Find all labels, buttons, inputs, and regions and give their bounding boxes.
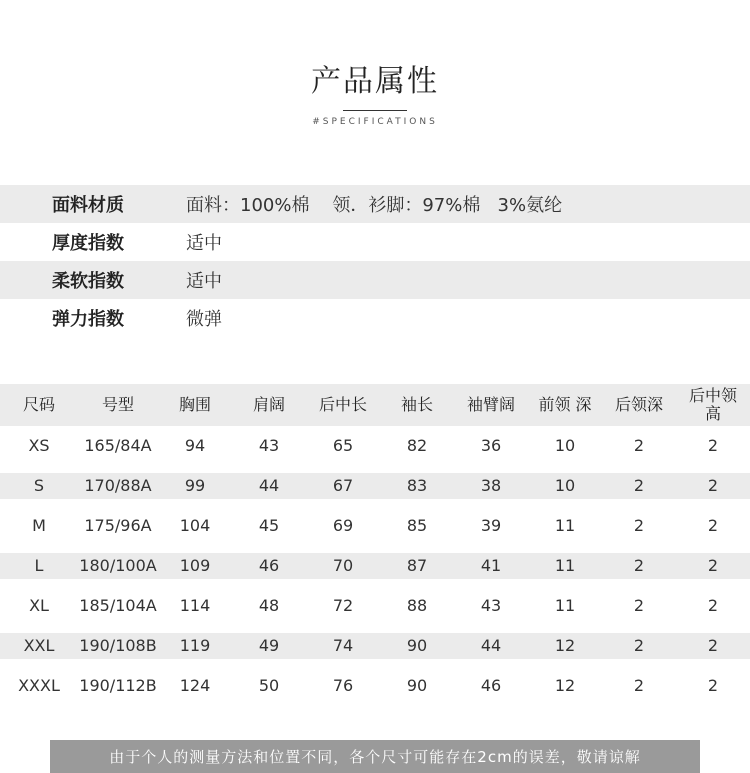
table-cell: 2 bbox=[633, 436, 645, 455]
title-underline bbox=[343, 110, 407, 111]
table-cell: 12 bbox=[554, 636, 576, 655]
table-cell: 85 bbox=[406, 516, 428, 535]
attribute-label: 厚度指数 bbox=[52, 233, 124, 254]
attribute-row-softness bbox=[0, 261, 750, 299]
table-cell: 10 bbox=[554, 476, 576, 495]
table-cell: 46 bbox=[480, 676, 502, 695]
header-cell: 肩阔 bbox=[252, 395, 285, 414]
size-table-body bbox=[0, 426, 750, 706]
table-row bbox=[0, 666, 750, 706]
table-cell: XXL bbox=[23, 636, 55, 655]
table-cell: 38 bbox=[480, 476, 502, 495]
table-cell: 67 bbox=[332, 476, 354, 495]
table-cell: 12 bbox=[554, 676, 576, 695]
table-cell: 83 bbox=[406, 476, 428, 495]
table-cell: 109 bbox=[179, 556, 211, 575]
table-cell: 76 bbox=[332, 676, 354, 695]
table-cell: 41 bbox=[480, 556, 502, 575]
size-table bbox=[0, 384, 750, 706]
table-row bbox=[0, 633, 750, 659]
attribute-row-thickness bbox=[0, 223, 750, 261]
header-cell: 后中领高 bbox=[688, 386, 737, 423]
table-cell: 2 bbox=[633, 676, 645, 695]
table-cell: 36 bbox=[480, 436, 502, 455]
table-cell: 2 bbox=[633, 596, 645, 615]
table-cell: 180/100A bbox=[79, 556, 157, 575]
table-cell: 11 bbox=[554, 596, 576, 615]
header-cell: 袖长 bbox=[400, 395, 433, 414]
table-cell: 50 bbox=[258, 676, 280, 695]
table-cell: 119 bbox=[179, 636, 211, 655]
table-cell: 44 bbox=[480, 636, 502, 655]
table-cell: 46 bbox=[258, 556, 280, 575]
measurement-notice: 由于个人的测量方法和位置不同，各个尺寸可能存在2cm的误差，敬请谅解 bbox=[50, 740, 700, 773]
attribute-row-elasticity bbox=[0, 299, 750, 337]
header-cell: 尺码 bbox=[22, 395, 55, 414]
table-cell: 190/112B bbox=[79, 676, 157, 695]
table-cell: 2 bbox=[707, 556, 719, 575]
table-cell: 2 bbox=[707, 476, 719, 495]
table-cell: 82 bbox=[406, 436, 428, 455]
table-cell: 69 bbox=[332, 516, 354, 535]
table-cell: 74 bbox=[332, 636, 354, 655]
header-cell: 后中长 bbox=[318, 395, 367, 414]
table-cell: 99 bbox=[184, 476, 206, 495]
table-cell: 2 bbox=[707, 636, 719, 655]
table-cell: 90 bbox=[406, 676, 428, 695]
table-cell: 11 bbox=[554, 556, 576, 575]
table-cell: XXXL bbox=[18, 676, 60, 695]
attribute-label: 弹力指数 bbox=[52, 309, 124, 330]
table-cell: 70 bbox=[332, 556, 354, 575]
table-cell: 39 bbox=[480, 516, 502, 535]
attribute-value: 微弹 bbox=[186, 309, 222, 330]
header-cell: 号型 bbox=[101, 395, 134, 414]
table-cell: 90 bbox=[406, 636, 428, 655]
table-row bbox=[0, 553, 750, 579]
size-table-header bbox=[0, 384, 750, 426]
attribute-value: 面料：100%棉 领．衫脚：97%棉 3%氨纶 bbox=[186, 195, 563, 216]
attribute-label: 柔软指数 bbox=[52, 271, 124, 292]
table-cell: 10 bbox=[554, 436, 576, 455]
table-cell: 87 bbox=[406, 556, 428, 575]
table-cell: XS bbox=[28, 436, 50, 455]
table-row bbox=[0, 586, 750, 626]
table-cell: 43 bbox=[258, 436, 280, 455]
table-cell: 11 bbox=[554, 516, 576, 535]
table-cell: 2 bbox=[707, 516, 719, 535]
section-header bbox=[0, 62, 750, 127]
header-cell: 前领 深 bbox=[538, 395, 592, 414]
table-cell: 65 bbox=[332, 436, 354, 455]
table-cell: S bbox=[33, 476, 45, 495]
table-cell: 49 bbox=[258, 636, 280, 655]
attribute-value: 适中 bbox=[186, 233, 222, 254]
table-cell: 43 bbox=[480, 596, 502, 615]
table-cell: 114 bbox=[179, 596, 211, 615]
table-cell: 2 bbox=[633, 516, 645, 535]
table-cell: 2 bbox=[707, 596, 719, 615]
table-row bbox=[0, 473, 750, 499]
table-cell: 2 bbox=[633, 476, 645, 495]
attribute-row-fabric bbox=[0, 185, 750, 223]
table-cell: 165/84A bbox=[84, 436, 152, 455]
table-cell: 94 bbox=[184, 436, 206, 455]
table-cell: 2 bbox=[707, 676, 719, 695]
table-cell: 2 bbox=[707, 436, 719, 455]
table-cell: 48 bbox=[258, 596, 280, 615]
table-row bbox=[0, 426, 750, 466]
table-cell: 88 bbox=[406, 596, 428, 615]
table-cell: 170/88A bbox=[84, 476, 152, 495]
table-cell: 45 bbox=[258, 516, 280, 535]
table-cell: M bbox=[32, 516, 46, 535]
table-cell: 175/96A bbox=[84, 516, 152, 535]
page-subtitle: #SPECIFICATIONS bbox=[312, 117, 438, 127]
table-cell: XL bbox=[29, 596, 49, 615]
table-cell: 190/108B bbox=[79, 636, 157, 655]
table-cell: 2 bbox=[633, 556, 645, 575]
table-row bbox=[0, 506, 750, 546]
table-cell: L bbox=[34, 556, 44, 575]
attribute-list bbox=[0, 185, 750, 337]
attribute-label: 面料材质 bbox=[52, 195, 124, 216]
header-cell: 后领深 bbox=[614, 395, 663, 414]
table-cell: 72 bbox=[332, 596, 354, 615]
table-cell: 104 bbox=[179, 516, 211, 535]
table-cell: 124 bbox=[179, 676, 211, 695]
table-cell: 2 bbox=[633, 636, 645, 655]
table-cell: 44 bbox=[258, 476, 280, 495]
table-cell: 185/104A bbox=[79, 596, 157, 615]
attribute-value: 适中 bbox=[186, 271, 222, 292]
header-cell: 胸围 bbox=[178, 395, 211, 414]
page-title: 产品属性 bbox=[311, 64, 439, 99]
header-cell: 袖臂阔 bbox=[466, 395, 515, 414]
